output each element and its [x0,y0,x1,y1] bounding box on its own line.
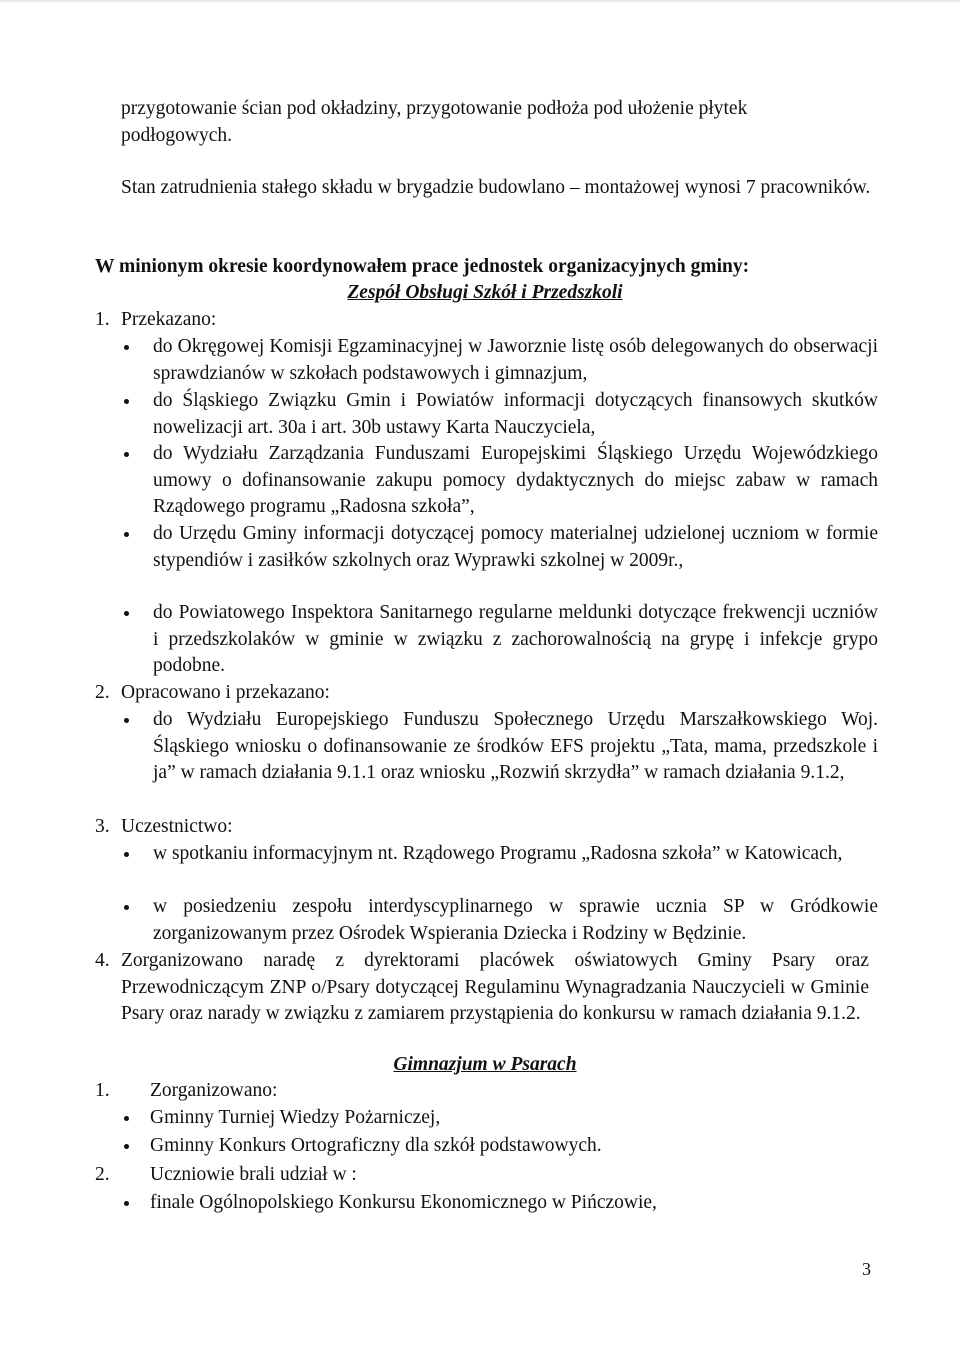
bullet-text: do Wydziału Europejskiego Funduszu Społecznego Urzędu Marszałkowskiego Woj. Śląskiego wniosku o dofinansowanie ze środków EFS projektu „Tata, mama, przedszkole i ja” w ramach działania 9.1.1 oraz wniosku „Rozwiń skrzydła” w ramach działania 9.1.2, [153,709,878,783]
list-item-label: Zorganizowano: [150,1080,278,1101]
bullet-text: Gminny Turniej Wiedzy Pożarniczej, [150,1107,441,1128]
list-item [121,1190,878,1217]
bullet-text: Gminny Konkurs Ortograficzny dla szkół podstawowych. [150,1135,602,1156]
list-number: 1. [95,1080,110,1101]
list-item [121,1133,878,1160]
list-item [121,894,878,947]
intro-line-2: podłogowych. [121,125,233,146]
intro-line-1: przygotowanie ścian pod okładziny, przygotowanie podłoża pod ułożenie płytek [121,98,748,119]
bullet-text: finale Ogólnopolskiego Konkursu Ekonomicznego w Pińczowie, [150,1192,657,1213]
list-item [121,841,878,868]
bullet-text: do Urzędu Gminy informacji dotyczącej pomocy materialnej udzielonej uczniom w formie stypendiów i zasiłków szkolnych oraz Wyprawki szkolnej w 2009r., [153,523,878,571]
list-item-label: Uczniowie brali udział w : [150,1164,357,1185]
list-number: 3. [95,816,110,837]
list-item [121,600,878,680]
section-title-zeos: Zespół Obsługi Szkół i Przedszkoli [347,282,623,303]
bullet-text: w posiedzeniu zespołu interdyscyplinarnego w sprawie ucznia SP w Gródkowie zorganizowanym przez Ośrodek Wspierania Dziecka i Rodziny w Będzinie. [153,896,878,944]
bullet-text: w spotkaniu informacyjnym nt. Rządowego Programu „Radosna szkoła” w Katowicach, [153,843,843,864]
list-item-label: Zorganizowano naradę z dyrektorami placówek oświatowych Gminy Psary oraz Przewodniczącym ZNP o/Psary dotyczącej Regulaminu Wynagradzania Nauczycieli w Gminie Psary oraz narady w związku z zamiarem przystąpienia do konkursu w ramach działania 9.1.2. [121,950,869,1024]
list-number: 1. [95,309,110,330]
list-item [121,1105,878,1132]
staff-paragraph: Stan zatrudnienia stałego składu w brygadzie budowlano – montażowej wynosi 7 pracowników. [121,177,871,198]
list-item [121,441,878,521]
bullet-text: do Powiatowego Inspektora Sanitarnego regularne meldunki dotyczące frekwencji uczniów i przedszkolaków w gminie w związku z zachorowalnością na grypę i infekcje grypo podobne. [153,602,878,676]
list-item [121,707,878,787]
list-number: 2. [95,1164,110,1185]
list-number: 2. [95,682,110,703]
page-number: 3 [862,1259,871,1279]
coordination-heading: W minionym okresie koordynowałem prace jednostek organizacyjnych gminy: [95,256,750,277]
list-item-label: Przekazano: [121,309,217,330]
list-number: 4. [95,950,110,971]
bullet-text: do Wydziału Zarządzania Funduszami Europejskimi Śląskiego Urzędu Wojewódzkiego umowy o dofinansowanie zakupu pomocy dydaktycznych do miejsc zabaw w ramach Rządowego programu „Radosna szkoła”, [153,443,878,517]
bullet-text: do Okręgowej Komisji Egzaminacyjnej w Jaworznie listę osób delegowanych do obserwacji sprawdzianów w szkołach podstawowych i gimnazjum, [153,336,878,384]
list-item [121,521,878,574]
list-item [121,388,878,441]
bullet-text: do Śląskiego Związku Gmin i Powiatów informacji dotyczących finansowych skutków nowelizacji art. 30a i art. 30b ustawy Karta Nauczyciela, [153,390,878,438]
page-top-edge [0,0,960,2]
list-item-label: Uczestnictwo: [121,816,233,837]
section-title-gimnazjum: Gimnazjum w Psarach [393,1054,577,1075]
list-item-label: Opracowano i przekazano: [121,682,330,703]
list-item [121,334,878,387]
